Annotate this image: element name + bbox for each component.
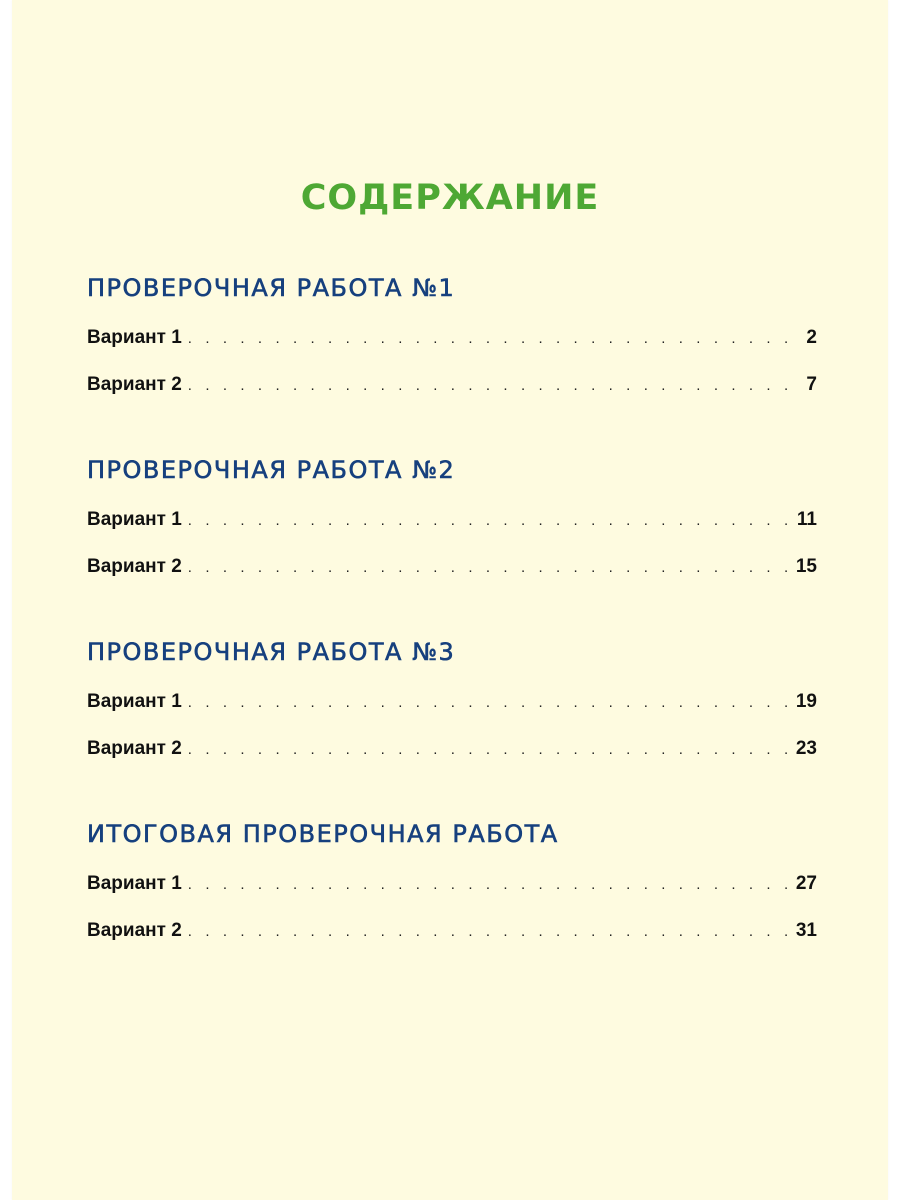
- toc-entry-page: 7: [806, 374, 817, 395]
- toc-section-2: [87, 452, 817, 579]
- toc-entry-page: 23: [795, 738, 817, 759]
- dot-leader: [188, 738, 792, 762]
- dot-leader: [188, 691, 792, 715]
- page-title: СОДЕРЖАНИЕ: [300, 178, 600, 218]
- dot-leader: [188, 873, 792, 897]
- toc-entry[interactable]: [87, 737, 817, 761]
- toc-entry[interactable]: [87, 555, 817, 579]
- toc-entry[interactable]: [87, 690, 817, 714]
- page: [12, 0, 888, 1200]
- toc-section-1: [87, 270, 817, 397]
- toc-entry-page: 19: [795, 691, 817, 712]
- toc-entry-page: 2: [806, 327, 817, 348]
- toc-entry-label: Вариант 2: [87, 556, 182, 577]
- toc-entry-label: Вариант 1: [87, 509, 182, 530]
- toc-entry-page: 31: [795, 920, 817, 941]
- toc-entry-label: Вариант 2: [87, 920, 182, 941]
- toc-entry-label: Вариант 1: [87, 327, 182, 348]
- toc-entry-label: Вариант 2: [87, 374, 182, 395]
- dot-leader: [188, 327, 803, 351]
- toc-entry-page: 11: [796, 509, 817, 530]
- toc-entry-label: Вариант 2: [87, 738, 182, 759]
- section-heading: ПРОВЕРОЧНАЯ РАБОТА №2: [87, 456, 456, 484]
- toc-entry[interactable]: [87, 872, 817, 896]
- dot-leader: [188, 374, 803, 398]
- toc-section-3: [87, 634, 817, 761]
- toc-entry-page: 15: [795, 556, 817, 577]
- toc-entry-page: 27: [795, 873, 817, 894]
- toc-entry[interactable]: [87, 508, 817, 532]
- section-heading: ИТОГОВАЯ ПРОВЕРОЧНАЯ РАБОТА: [87, 820, 559, 848]
- toc-entry-label: Вариант 1: [87, 873, 182, 894]
- dot-leader: [188, 509, 793, 533]
- toc-entry[interactable]: [87, 373, 817, 397]
- toc-entry-label: Вариант 1: [87, 691, 182, 712]
- section-heading: ПРОВЕРОЧНАЯ РАБОТА №3: [87, 638, 456, 666]
- section-heading: ПРОВЕРОЧНАЯ РАБОТА №1: [87, 274, 456, 302]
- dot-leader: [188, 920, 792, 944]
- toc-entry[interactable]: [87, 919, 817, 943]
- dot-leader: [188, 556, 792, 580]
- toc-section-4: [87, 816, 817, 943]
- toc-entry[interactable]: [87, 326, 817, 350]
